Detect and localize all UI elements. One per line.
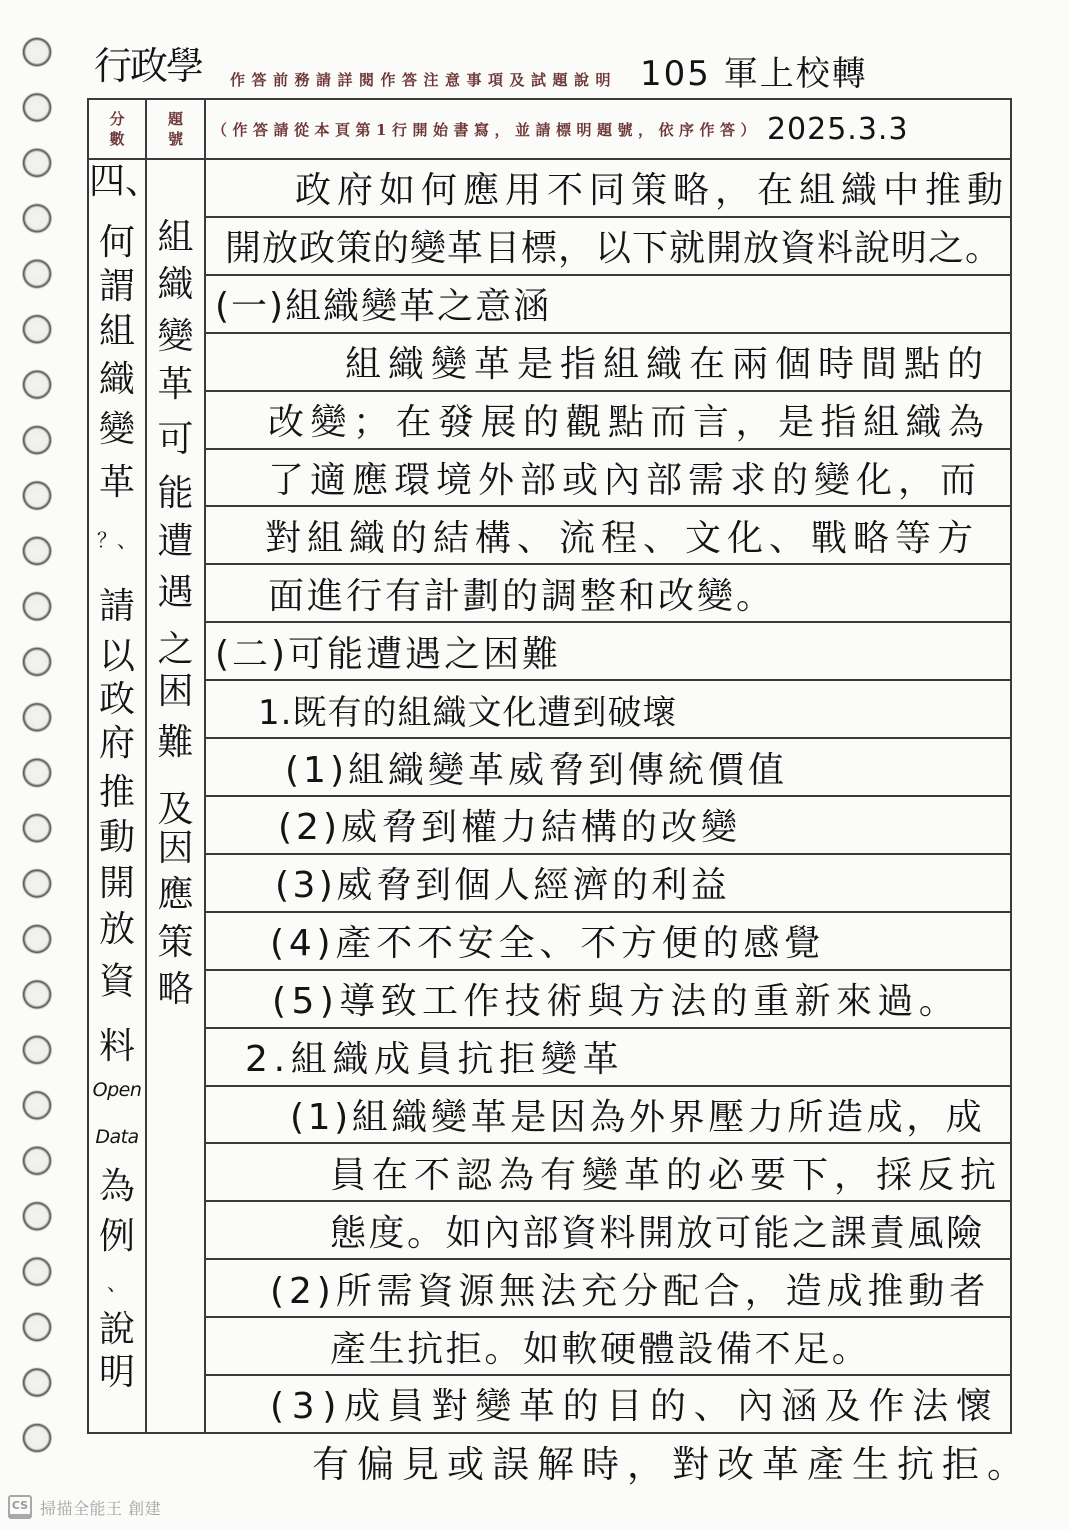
- question-number-label-char: 號: [167, 130, 183, 148]
- question-char: 為: [98, 1166, 135, 1207]
- topic-char: 難: [157, 722, 194, 763]
- answer-table: [87, 98, 1012, 1434]
- question-number-header-cell: [147, 100, 206, 158]
- topic-char: 織: [157, 264, 194, 305]
- topic-char: 可: [157, 419, 194, 460]
- answer-line: (2)所需資源無法充分配合，造成推動者: [206, 1260, 1010, 1318]
- score-label-char: 數: [109, 130, 125, 148]
- topic-char: 及: [157, 789, 194, 830]
- table-header-row: [89, 100, 1010, 160]
- topic-column: [147, 160, 206, 1432]
- topic-char: 變: [157, 316, 194, 357]
- answer-column: [206, 160, 1010, 1432]
- answer-line: (3)成員對變革的目的、內涵及作法懷: [270, 1386, 1000, 1428]
- answer-line: 政府如何應用不同策略，在組織中推動: [206, 160, 1010, 218]
- subsection-heading: 1.既有的組織文化遭到破壞: [206, 681, 1010, 739]
- question-number-label-char: 題: [167, 110, 183, 128]
- answer-line: 產生抗拒。如軟硬體設備不足。: [206, 1318, 1010, 1376]
- question-char: 革: [98, 462, 135, 503]
- question-column: [89, 160, 162, 1432]
- scanner-watermark: [8, 1495, 161, 1519]
- answer-line: 開放政策的變革目標，以下就開放資料說明之。: [206, 218, 1010, 276]
- section-heading: (二)可能遭遇之困難: [206, 623, 1010, 681]
- answer-line: 員在不認為有變革的必要下，採反抗: [206, 1144, 1010, 1202]
- question-char: 料: [98, 1026, 135, 1067]
- question-char: 何: [98, 222, 135, 263]
- question-char: 資: [98, 961, 135, 1002]
- question-char: 說: [98, 1309, 135, 1350]
- question-word: Data: [95, 1126, 139, 1148]
- section-heading: (一)組織變革之意涵: [206, 276, 1010, 334]
- topic-char: 困: [157, 671, 194, 712]
- topic-char: 革: [157, 364, 194, 405]
- answer-line: 組織變革是指組織在兩個時間點的: [206, 334, 1010, 392]
- topic-char: 策: [157, 922, 194, 963]
- writing-note-cell: [206, 100, 1010, 158]
- topic-char: 能: [157, 473, 194, 514]
- score-label-char: 分: [109, 110, 125, 128]
- answer-line: 面進行有計劃的調整和改變。: [206, 565, 1010, 623]
- answer-line: 對組織的結構、流程、文化、戰略等方: [206, 507, 1010, 565]
- question-char: 動: [98, 817, 135, 858]
- binder-holes: [22, 37, 54, 1455]
- question-char: 變: [98, 409, 135, 450]
- printed-instruction: 作答前務請詳閱作答注意事項及試題說明: [230, 71, 618, 89]
- question-word: Open: [92, 1079, 142, 1101]
- subsection-heading: 2.組織成員抗拒變革: [206, 1029, 1010, 1087]
- topic-char: 之: [157, 629, 194, 670]
- question-char: 政: [98, 679, 135, 720]
- answer-line: 改變；在發展的觀點而言，是指組織為: [206, 392, 1010, 450]
- camscanner-logo-icon: CS: [8, 1495, 32, 1519]
- question-char: 、: [107, 1271, 127, 1295]
- question-char: 放: [98, 909, 135, 950]
- topic-char: 組: [157, 217, 194, 258]
- exam-label: 105 軍上校轉: [640, 54, 868, 94]
- answer-line: (1)組織變革威脅到傳統價值: [206, 739, 1010, 797]
- topic-char: 遭: [157, 521, 194, 562]
- question-char: 例: [98, 1216, 135, 1257]
- handwritten-date: 2025.3.3: [766, 111, 909, 147]
- answer-line: (2)威脅到權力結構的改變: [206, 797, 1010, 855]
- question-char: 明: [98, 1352, 135, 1393]
- question-char: 組: [98, 311, 135, 352]
- answer-line: (5)導致工作技術與方法的重新來過。: [206, 971, 1010, 1029]
- table-body: [89, 160, 1010, 1432]
- watermark-text: 掃描全能王 創建: [40, 1498, 162, 1518]
- topic-char: 因: [157, 828, 194, 869]
- question-char: 四、: [89, 161, 162, 202]
- question-char: 開: [98, 863, 135, 904]
- answer-line: (1)組織變革是因為外界壓力所造成，成: [206, 1087, 1010, 1145]
- score-header-cell: [89, 100, 147, 158]
- question-char: 織: [98, 359, 135, 400]
- topic-char: 遇: [157, 572, 194, 613]
- answer-overflow-line: 有偏見或誤解時，對改革產生抗拒。: [312, 1443, 1032, 1486]
- topic-char: 應: [157, 874, 194, 915]
- question-char: ？、: [97, 528, 137, 552]
- answer-line: 態度。如內部資料開放可能之課責風險: [206, 1202, 1010, 1260]
- answer-line: (3)威脅到個人經濟的利益: [206, 855, 1010, 913]
- answer-line: 了適應環境外部或內部需求的變化，而: [206, 450, 1010, 508]
- question-char: 推: [98, 772, 135, 813]
- topic-char: 略: [157, 969, 194, 1010]
- question-char: 府: [98, 723, 135, 764]
- question-char: 謂: [98, 266, 135, 307]
- answer-line: (4)產不不安全、不方便的感覺: [206, 913, 1010, 971]
- question-char: 以: [98, 636, 135, 677]
- writing-note: （作答請從本頁第1行開始書寫，並請標明題號，依序作答）: [212, 120, 761, 139]
- subject-title: 行政學: [94, 44, 203, 88]
- question-char: 請: [98, 586, 135, 627]
